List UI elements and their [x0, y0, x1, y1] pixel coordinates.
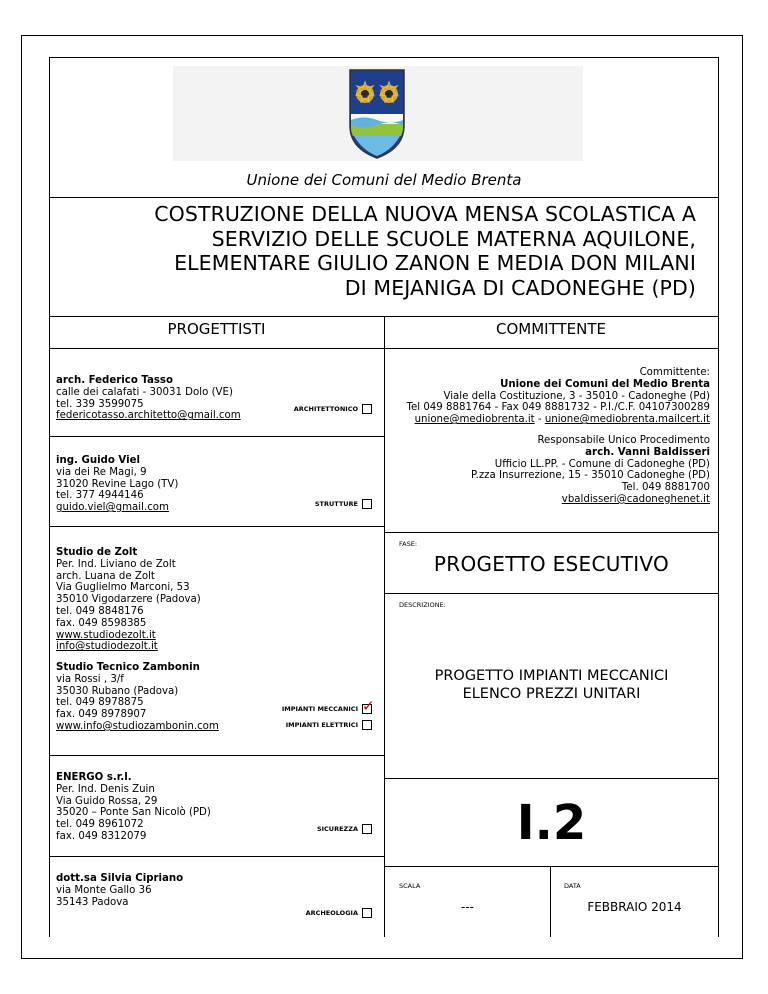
designer-address: 31020 Revine Lago (TV): [56, 478, 179, 490]
designer-tel: tel. 049 8961072: [56, 819, 144, 831]
designer-line: via Rossi , 3/f: [56, 673, 124, 685]
email-separator: -: [534, 414, 545, 426]
designer-cipriano: [56, 873, 183, 908]
role-label: ARCHITETTONICO: [293, 405, 358, 413]
role-checkbox-checked[interactable]: [362, 697, 375, 715]
designer-tel: tel. 049 8848176: [56, 605, 144, 617]
designer-tasso: [56, 375, 241, 422]
client-pec-link[interactable]: unione@mediobrenta.mailcert.it: [544, 414, 710, 426]
designer-line: 35010 Vigodarzere (Padova): [56, 594, 201, 606]
designer-line: 35030 Rubano (Padova): [56, 685, 179, 697]
designer-web-link[interactable]: www.studiodezolt.it: [56, 629, 156, 641]
description-line: ELENCO PREZZI UNITARI: [462, 686, 641, 702]
designer-name: ing. Guido Viel: [56, 455, 140, 466]
designer-line: Per. Ind. Denis Zuin: [56, 783, 155, 795]
client-heading: COMMITTENTE: [496, 320, 606, 338]
client-contacts: Tel 049 8881764 - Fax 049 8881732 - P.I./C.F. 04107300289: [406, 402, 710, 414]
description-value: [385, 667, 718, 703]
role-architettonico: [200, 404, 372, 414]
description-line: PROGETTO IMPIANTI MECCANICI: [434, 668, 669, 684]
role-archeologia: [200, 908, 372, 918]
designer-line: 35143 Padova: [56, 896, 129, 908]
project-title-line: COSTRUZIONE DELLA NUOVA MENSA SCOLASTICA A: [154, 202, 696, 226]
designer-address: via dei Re Magi, 9: [56, 466, 147, 478]
rup-email-link[interactable]: vbaldisseri@cadoneghenet.it: [561, 493, 710, 505]
role-impianti-meccanici: [200, 697, 375, 715]
designer-fax: fax. 049 8312079: [56, 830, 147, 842]
role-sicurezza: [200, 824, 372, 834]
designer-line: Via Guido Rossa, 29: [56, 795, 158, 807]
designer-fax: fax. 049 8598385: [56, 617, 147, 629]
divider-left-3: [49, 755, 384, 756]
scale-value: ---: [461, 900, 474, 914]
designer-line: via Monte Gallo 36: [56, 884, 152, 896]
divider-header: [49, 197, 719, 198]
divider-left-4: [49, 856, 384, 857]
designer-tel: tel. 377 4944146: [56, 490, 144, 502]
designer-line: arch. Luana de Zolt: [56, 570, 155, 582]
role-checkbox[interactable]: [362, 499, 372, 509]
role-label: ARCHEOLOGIA: [305, 909, 358, 917]
role-label: STRUTTURE: [314, 500, 358, 508]
scale-label: SCALA: [399, 882, 421, 890]
logo-area: [173, 66, 583, 161]
role-impianti-elettrici: [200, 720, 372, 730]
role-label: SICUREZZA: [316, 825, 358, 833]
divider-right-2: [384, 593, 719, 594]
checkmark-icon: ✓: [362, 697, 375, 715]
divider-right-4: [384, 866, 719, 867]
designer-tel: tel. 049 8978875: [56, 697, 144, 709]
coat-of-arms-icon: [348, 68, 406, 160]
divider-left-1: [49, 436, 384, 437]
designer-dezolt: [56, 547, 201, 653]
inner-border-right: [718, 57, 719, 937]
designer-fax: fax. 049 8978907: [56, 709, 147, 721]
role-label: IMPIANTI ELETTRICI: [285, 721, 358, 729]
role-checkbox[interactable]: [362, 720, 372, 730]
rup-name: arch. Vanni Baldisseri: [585, 446, 710, 458]
client-address: Viale della Costituzione, 3 - 35010 - Cadoneghe (Pd): [443, 390, 710, 402]
date-label: DATA: [564, 882, 581, 890]
divider-right-1: [384, 532, 719, 533]
description-label: DESCRIZIONE:: [399, 601, 446, 609]
phase-value: PROGETTO ESECUTIVO: [433, 552, 670, 576]
designer-name: Studio Tecnico Zambonin: [56, 662, 200, 673]
project-title-line: DI MEJANIGA DI CADONEGHE (PD): [344, 275, 696, 300]
role-strutture: [200, 499, 372, 509]
designer-web-link[interactable]: www.info@studiozambonin.com: [56, 720, 219, 732]
designer-viel: [56, 455, 178, 514]
designer-line: Via Guglielmo Marconi, 53: [56, 582, 190, 594]
designer-name: arch. Federico Tasso: [56, 375, 173, 386]
project-title-line: SERVIZIO DELLE SCUOLE MATERNA AQUILONE,: [211, 226, 696, 251]
designer-name: Studio de Zolt: [56, 547, 138, 558]
inner-border-left: [49, 57, 50, 937]
designer-email-link[interactable]: guido.viel@gmail.com: [56, 502, 169, 514]
client-name: Unione dei Comuni del Medio Brenta: [500, 378, 710, 390]
designer-zambonin: [56, 662, 219, 733]
designer-name: dott.sa Silvia Cipriano: [56, 873, 184, 884]
client-email-link[interactable]: unione@mediobrenta.it: [414, 414, 535, 426]
designer-address: calle dei calafati - 30031 Dolo (VE): [56, 386, 233, 398]
client-block: [390, 367, 710, 426]
rup-block: [390, 435, 710, 506]
phase-label: FASE:: [399, 540, 418, 548]
rup-tel: Tel. 049 8881700: [621, 482, 710, 494]
project-title: [56, 202, 696, 300]
rup-office: Ufficio LL.PP. - Comune di Cadoneghe (PD): [494, 458, 710, 470]
divider-right-3: [384, 778, 719, 779]
client-label: Committente:: [639, 367, 710, 378]
role-label: IMPIANTI MECCANICI: [281, 705, 358, 713]
designer-email-link[interactable]: federicotasso.architetto@gmail.com: [56, 410, 241, 422]
designer-name: ENERGO s.r.l.: [56, 772, 132, 783]
designer-energo: [56, 772, 211, 843]
role-checkbox[interactable]: [362, 908, 372, 918]
divider-left-2: [49, 526, 384, 527]
project-title-line: ELEMENTARE GIULIO ZANON E MEDIA DON MILANI: [174, 251, 696, 275]
role-checkbox[interactable]: [362, 824, 372, 834]
designer-line: 35020 – Ponte San Nicolò (PD): [56, 807, 211, 819]
rup-address: P.zza Insurrezione, 15 - 35010 Cadoneghe (PD): [471, 470, 710, 482]
designer-tel: tel. 339 3599075: [56, 398, 144, 410]
date-value: FEBBRAIO 2014: [587, 900, 682, 914]
rup-label: Responsabile Unico Procedimento: [537, 435, 710, 446]
drawing-code: I.2: [516, 795, 587, 851]
union-name: Unione dei Comuni del Medio Brenta: [246, 171, 522, 189]
role-checkbox[interactable]: [362, 404, 372, 414]
designer-email-link[interactable]: info@studiodezolt.it: [56, 641, 158, 653]
designer-line: Per. Ind. Liviano de Zolt: [56, 558, 176, 570]
designers-heading: PROGETTISTI: [167, 320, 266, 338]
inner-border-top: [49, 57, 719, 58]
